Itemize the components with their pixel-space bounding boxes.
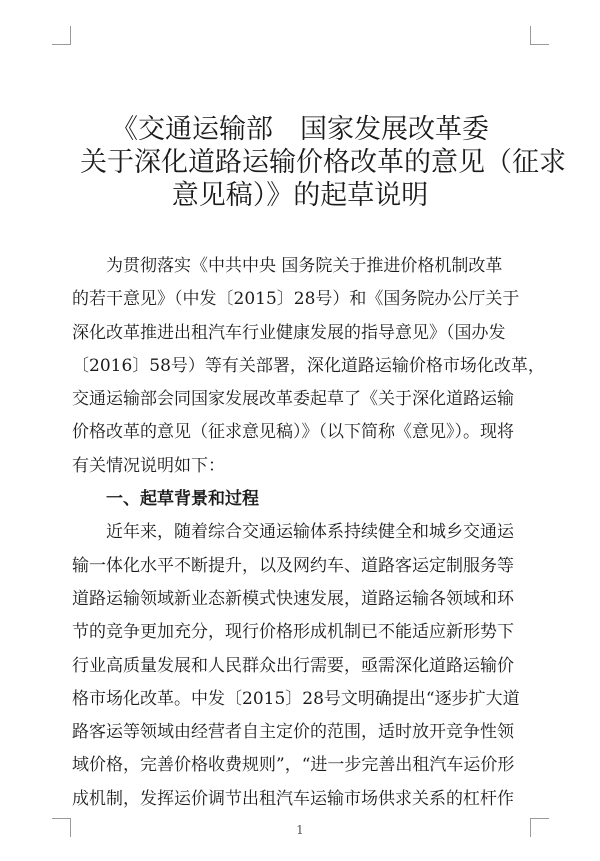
body-line: 价格改革的意见（征求意见稿）》（以下简称《意见》）。现将 — [72, 422, 514, 443]
body-line: 格市场化改革。中发〔2015〕28号文明确提出“逐步扩大道 — [72, 688, 520, 709]
body-line: 〔2016〕58号）等有关部署，深化道路运输价格市场化改革， — [72, 355, 545, 376]
body-line: 道路运输领域新业态新模式快速发展，道路运输各领域和环 — [72, 588, 514, 609]
body-line: 有关情况说明如下： — [72, 455, 225, 476]
crop-mark-top-left — [52, 26, 71, 45]
body-line: 的若干意见》（中发〔2015〕28号）和《国务院办公厅关于 — [72, 289, 520, 310]
document-title — [80, 113, 566, 212]
body-line: 域价格，完善价格收费规则”，“进一步完善出租汽车运价形 — [72, 755, 515, 776]
page-number: 1 — [296, 823, 304, 837]
body-line: 深化改革推进出租汽车行业健康发展的指导意见》（国办发 — [72, 322, 506, 343]
title-line: 《交通运输部 国家发展改革委 — [111, 114, 489, 145]
document-body — [72, 250, 545, 816]
body-line: 行业高质量发展和人民群众出行需要，亟需深化道路运输价 — [72, 655, 514, 676]
body-line: 近年来，随着综合交通运输体系持续健全和城乡交通运 — [72, 522, 514, 543]
body-line: 交通运输部会同国家发展改革委起草了《关于深化道路运输 — [72, 389, 514, 410]
body-line: 为贯彻落实《中共中央 国务院关于推进价格机制改革 — [72, 256, 503, 276]
title-line: 意见稿）》的起草说明 — [171, 180, 429, 211]
title-line: 关于深化道路运输价格改革的意见（征求 — [80, 147, 566, 178]
body-line: 输一体化水平不断提升，以及网约车、道路客运定制服务等 — [72, 555, 514, 576]
body-line: 节的竞争更加充分，现行价格形成机制已不能适应新形势下 — [72, 622, 514, 643]
crop-mark-top-right — [530, 26, 549, 45]
section-heading: 一、起草背景和过程 — [72, 489, 259, 510]
body-line: 路客运等领域由经营者自主定价的范围，适时放开竞争性领 — [72, 722, 514, 743]
body-line: 成机制，发挥运价调节出租汽车运输市场供求关系的杠杆作 — [72, 788, 514, 809]
